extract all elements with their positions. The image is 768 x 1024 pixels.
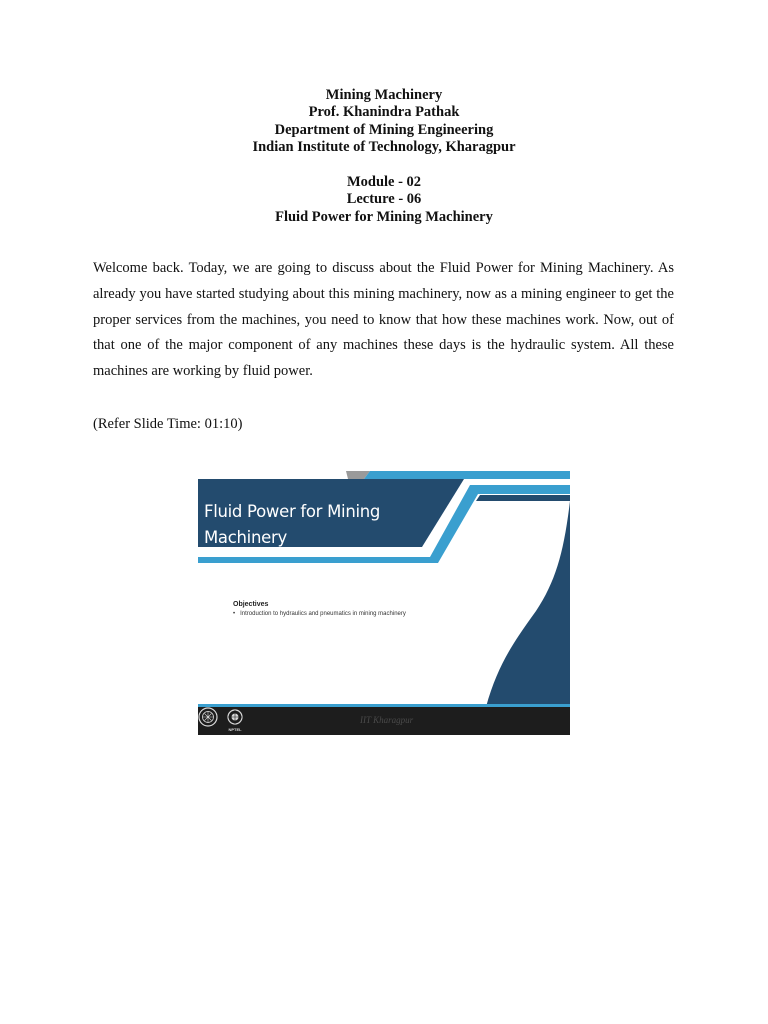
professor-name: Prof. Khanindra Pathak — [308, 104, 460, 121]
objective-item — [233, 611, 406, 617]
slide-time-reference: (Refer Slide Time: 01:10) — [93, 416, 243, 432]
institute-name: Indian Institute of Technology, Kharagpur — [252, 138, 516, 155]
intro-paragraph: Welcome back. Today, we are going to discuss about the Fluid Power for Mining Machinery. As already you have started studying about this mining machinery, now as a mining engineer to get the proper services from the machines, you need to know that how these machines work. Now, out of that one of the major component of any machines these days is the hydraulic system. All these machines are working by fluid power. — [93, 260, 674, 380]
nptel-label: NPTEL — [228, 727, 242, 732]
department-name: Department of Mining Engineering — [274, 121, 494, 138]
document-header — [0, 87, 768, 156]
nptel-logo — [227, 709, 243, 733]
course-title: Mining Machinery — [325, 87, 443, 103]
top-blue-strip — [364, 471, 570, 479]
slide-title-line-1: Fluid Power for Mining — [204, 502, 381, 521]
lecture-info — [0, 174, 768, 226]
bullet-icon: • — [233, 611, 236, 617]
iit-logo-icon — [198, 707, 218, 727]
nptel-logo-icon — [227, 709, 243, 725]
slide-title — [204, 499, 404, 551]
lecture-number: Lecture - 06 — [346, 191, 422, 208]
slide-footer — [198, 707, 570, 735]
lecture-title: Fluid Power for Mining Machinery — [275, 208, 493, 225]
right-wave-shape — [486, 501, 570, 707]
module-number: Module - 02 — [346, 174, 422, 190]
lecture-slide-image — [198, 471, 570, 735]
objectives-heading: Objectives — [233, 601, 269, 608]
upper-right-band — [476, 495, 570, 501]
objective-item-text: Introduction to hydraulics and pneumatics in mining machinery — [240, 611, 406, 617]
slide-title-line-2: Machinery — [204, 528, 287, 547]
footer-watermark: IIT Kharagpur — [360, 715, 414, 725]
